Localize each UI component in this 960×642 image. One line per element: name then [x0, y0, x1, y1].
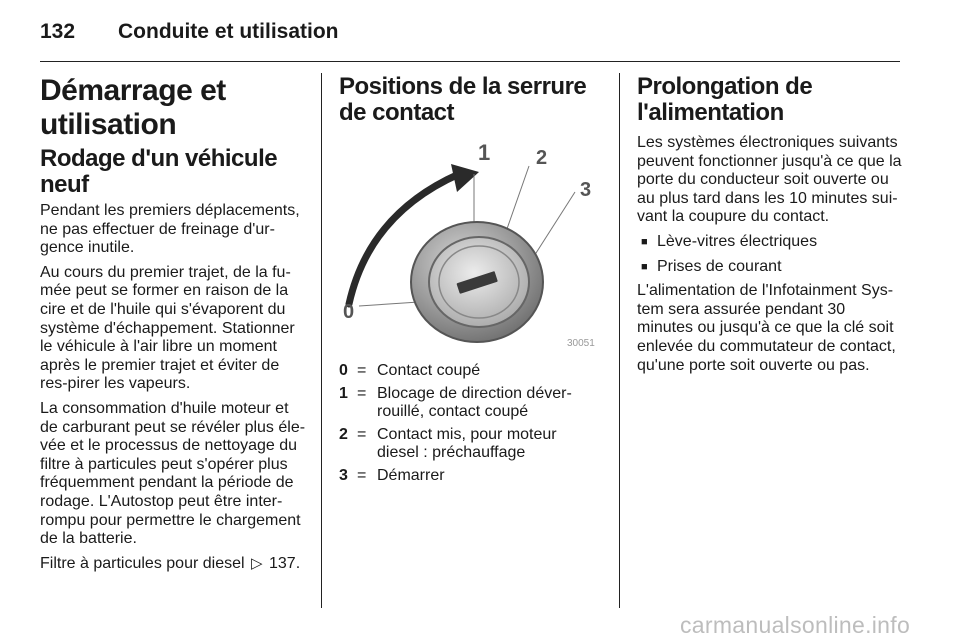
paragraph: La consommation d'huile moteur et de carburant peut se révéler plus éle-vée et le processus de nettoyage du filtre à particules peut s'opérer plus fréquemment pendant la période de rodage. L'Autostop peut être inter-rompu pour permettre le chargement de la batterie.	[40, 399, 306, 548]
legend-row	[339, 385, 605, 422]
ignition-figure	[339, 134, 601, 352]
legend-value: Contact coupé	[377, 362, 481, 379]
legend-value: Contact mis, pour moteur diesel : préchauffage	[377, 425, 557, 462]
section-title: Démarrage et utilisation	[40, 74, 226, 141]
legend	[339, 362, 605, 486]
legend-key: 3	[339, 466, 348, 484]
watermark: carmanualsonline.info	[680, 612, 911, 638]
legend-equals: =	[357, 384, 367, 402]
column-divider-1	[321, 73, 322, 608]
list-item	[637, 258, 905, 277]
position-label-2: 2	[536, 147, 548, 169]
header-divider	[40, 61, 900, 62]
xref-page[interactable]: 137.	[269, 554, 301, 572]
ignition-lock-illustration	[339, 134, 601, 352]
page-number: 132	[40, 20, 76, 43]
paragraph: Pendant les premiers déplacements, ne pas effectuer de freinage d'ur-gence inutile.	[40, 202, 300, 257]
page-header-title: Conduite et utilisation	[118, 20, 339, 43]
legend-key: 2	[339, 425, 348, 443]
legend-row	[339, 467, 605, 486]
legend-value: Démarrer	[377, 466, 445, 484]
section-title: Prolongation de l'alimentation	[637, 73, 813, 126]
column-divider-2	[619, 73, 620, 608]
legend-equals: =	[357, 362, 367, 379]
list-item-label: Prises de courant	[657, 257, 782, 275]
legend-row	[339, 426, 605, 463]
list-item-label: Lève-vitres électriques	[657, 232, 818, 250]
xref-text: Filtre à particules pour diesel	[40, 554, 245, 572]
paragraph: L'alimentation de l'Infotainment Sys-tem sera assurée pendant 30 minutes ou jusqu'à ce que la clé soit enlevée du commutateur de contact, qu'une porte soit ouverte ou pas.	[637, 282, 896, 374]
subsection-title: Rodage d'un véhicule neuf	[40, 145, 278, 198]
legend-equals: =	[357, 425, 367, 443]
column-right	[637, 74, 905, 381]
column-middle	[339, 74, 605, 490]
legend-equals: =	[357, 466, 367, 484]
position-label-1: 1	[478, 140, 491, 165]
column-left	[40, 74, 308, 579]
position-label-0: 0	[343, 301, 355, 323]
page-reference-icon: ▷	[251, 554, 263, 572]
legend-key: 1	[339, 384, 348, 402]
bullet-square-icon: ■	[641, 235, 648, 248]
figure-code: 30051	[567, 338, 595, 349]
section-title: Positions de la serrure de contact	[339, 73, 587, 126]
paragraph: Les systèmes électroniques suivants peuvent fonctionner jusqu'à ce que la porte du conducteur soit ouverte ou au plus tard dans les 10 minutes sui-vant la coupure du contact.	[637, 134, 902, 226]
position-label-3: 3	[580, 179, 592, 201]
legend-value: Blocage de direction déver-rouillé, contact coupé	[377, 384, 572, 421]
legend-key: 0	[339, 362, 348, 379]
bullet-square-icon: ■	[641, 260, 648, 273]
paragraph: Au cours du premier trajet, de la fu-mée peut se former en raison de la cire et de l'huile qui s'évaporent du système d'échappement. Stationner le véhicule à l'air libre un moment après le premier trajet et éviter de res-pirer les vapeurs.	[40, 263, 295, 393]
cross-reference	[40, 555, 308, 574]
legend-row	[339, 362, 605, 381]
list-item	[637, 233, 905, 252]
